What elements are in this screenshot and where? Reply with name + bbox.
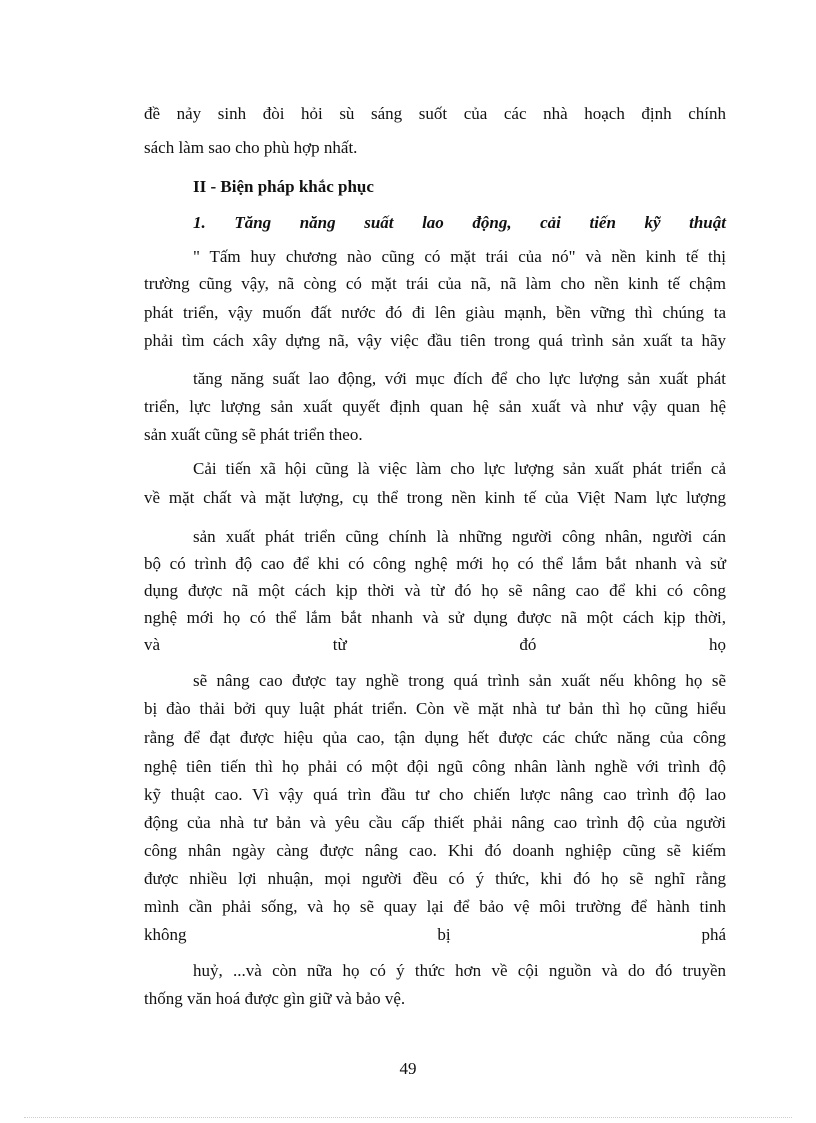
text-line: dụng được nã một cách kịp thời và từ đó họ sẽ nâng cao để khi có công [144, 581, 726, 600]
text-line: nghệ tiên tiến thì họ phải có một đội ngũ công nhân lành nghề với trình độ [144, 757, 726, 776]
text-line: mình cần phải sống, và họ sẽ quay lại để bảo vệ môi trường để hành tinh [144, 897, 726, 916]
text-line: tăng năng suất lao động, với mục đích để cho lực lượng sản xuất phát [193, 369, 726, 388]
text-line: sẽ nâng cao được tay nghề trong quá trình sản xuất nếu không họ sẽ [193, 671, 726, 690]
spread-word: không [144, 925, 187, 944]
text-line: triển, lực lượng sản xuất quyết định quan hệ sản xuất và như vậy quan hệ [144, 397, 726, 416]
spread-word: phá [701, 925, 726, 944]
heading-word: kỹ [644, 213, 661, 232]
heading-word: tiến [589, 213, 616, 232]
heading-word: động, [472, 213, 512, 232]
spread-line [144, 634, 726, 656]
text-line: được nhiều lợi nhuận, mọi người đều có ý thức, khi đó họ sẽ nghĩ rằng [144, 869, 726, 888]
heading-word: suất [364, 213, 394, 232]
text-line: " Tấm huy chương nào cũng có mặt trái của nó" và nền kinh tế thị [193, 247, 726, 266]
spread-word: họ [709, 635, 726, 654]
text-line: sản xuất cũng sẽ phát triển theo. [144, 425, 363, 444]
text-line: nghệ mới họ có thể lắm bắt nhanh và sử dụng được nã một cách kịp thời, [144, 608, 726, 627]
text-line: phát triển, vậy muốn đất nước đó đi lên giàu mạnh, bền vững thì chúng ta [144, 303, 726, 322]
heading-word: 1. [193, 213, 206, 232]
spread-word: và [144, 635, 161, 654]
page-edge-divider [24, 1117, 792, 1118]
text-line: sản xuất phát triển cũng chính là những người công nhân, người cán [193, 527, 726, 546]
spread-word: từ [332, 635, 347, 654]
text-line: huỷ, ...và còn nữa họ có ý thức hơn về cội nguồn và do đó truyền [193, 961, 726, 980]
subsection-heading [193, 212, 726, 234]
text-line: sách làm sao cho phù hợp nhất. [144, 138, 358, 157]
heading-word: Tăng [234, 213, 272, 232]
text-line: thống văn hoá được gìn giữ và bảo vệ. [144, 989, 406, 1008]
spread-line [144, 924, 726, 946]
text-line: trường cũng vậy, nã còng có mặt trái của nã, nã làm cho nền kinh tế chậm [144, 274, 726, 293]
text-line: kỹ thuật cao. Vì vậy quá trìn đầu tư cho chiến lược nâng cao trình độ lao [144, 785, 726, 804]
heading-word: năng [299, 213, 336, 232]
heading-word: cải [540, 213, 561, 232]
text-line: đề nảy sinh đòi hỏi sù sáng suốt của các nhà hoạch định chính [144, 104, 726, 123]
text-line: bộ có trình độ cao để khi có công nghệ mới họ có thể lắm bắt nhanh và sử [144, 554, 726, 573]
text-line: phải tìm cách xây dựng nã, vậy việc đầu tiên trong quá trình sản xuất ta hãy [144, 331, 726, 350]
heading-word: lao [422, 213, 444, 232]
spread-word: bị [437, 925, 451, 944]
text-line: rằng để đạt được hiệu qủa cao, tận dụng hết được các chức năng của công [144, 728, 726, 747]
text-line: Cải tiến xã hội cũng là việc làm cho lực lượng sản xuất phát triển cả [193, 459, 726, 478]
text-line: động của nhà tư bản và yêu cầu cấp thiết phải nâng cao trình độ của người [144, 813, 726, 832]
text-line: công nhân ngày càng được nâng cao. Khi đó doanh nghiệp cũng sẽ kiếm [144, 841, 726, 860]
section-heading: II - Biện pháp khắc phục [193, 177, 374, 196]
heading-word: thuật [689, 213, 726, 232]
text-line: về mặt chất và mặt lượng, cụ thể trong nền kinh tế của Việt Nam lực lượng [144, 488, 726, 507]
spread-word: đó [519, 635, 537, 654]
page-number: 49 [399, 1059, 417, 1078]
text-line: bị đào thải bởi quy luật phát triển. Còn về mặt nhà tư bản thì họ cũng hiểu [144, 699, 726, 718]
